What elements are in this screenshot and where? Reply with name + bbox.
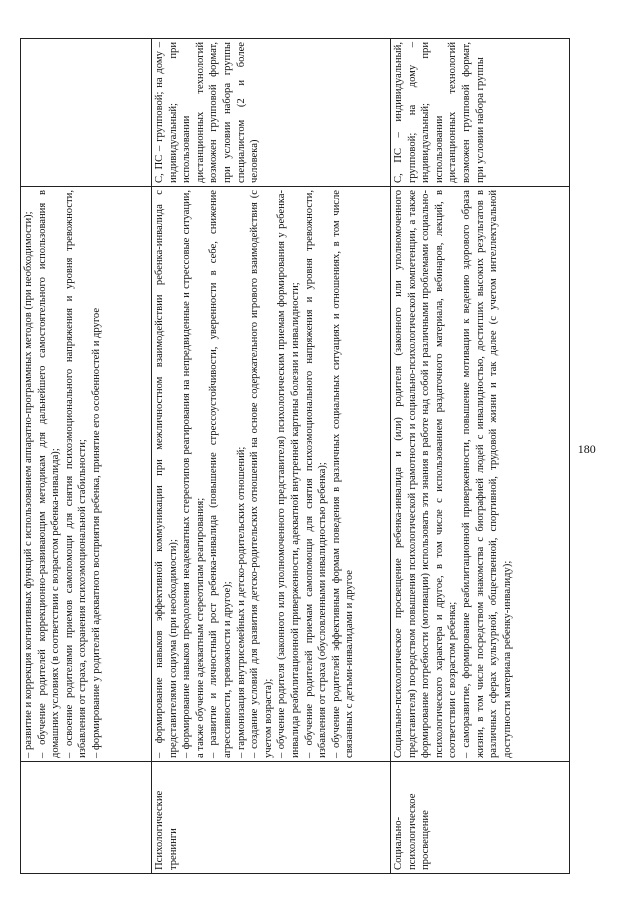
service-format-cell [21,39,152,187]
content-item: Социально-психологическое просвещение ребенка-инвалида и (или) родителя (законного или уполномоченного представителя) посредством повышения психологической грамотности и социально-психологической компетенции, а также формирование потребности (мотивации) использовать эти знания в работе над собой и различными проблемами социально-психологического характера и другое, в том числе с использованием раздаточного материала, вебинаров, лекций, в соответствии с возрастом ребенка; [393,190,459,758]
content-item: – формирование навыков эффективной коммуникации при межличностном взаимодействии ребенка-инвалида с представителями социума (при необходимости); [154,190,179,758]
table-row [391,39,570,874]
service-content-cell [391,187,570,762]
content-item: – развитие и личностный рост ребенка-инвалида (повышение стрессоустойчивости, уверенности в себе, снижение агрессивности, тревожности и другое); [208,190,233,758]
content-item: – обучение родителей эффективным формам поведения в различных социальных ситуациях и отношениях, в том числе связанных с детьми-инвалидами и другое [330,190,356,758]
service-name-cell: Психологические тренинги [152,762,391,874]
service-name-cell [21,762,152,874]
content-item: – освоение родителями приемов самопомощи для снятия психоэмоционального напряжения и уровня тревожности, избавления от страха, сохранения психоэмоциональной стабильности; [63,190,89,758]
content-item: – формирование у родителей адекватного восприятия ребенка, принятие его особенностей и другое [90,307,102,758]
service-format-cell: С, ПС – индивидуальный, групповой; на дому – индивидуальный; при использовании дистанционных технологий возможен групповой формат, при условии набора группы [391,39,570,187]
rotated-page [20,39,620,874]
content-item: – саморазвитие, формирование реабилитационной приверженности, повышение мотивации к ведению здорового образа жизни, в том числе посредством знакомства с биографией людей с инвалидностью, достигших высоких результатов в различных сферах культурной, общественной, спортивной, трудовой жизни и так далее (с учетом интеллектуальной доступности материала ребенку-инвалиду); [460,190,513,758]
service-format-cell: С, ПС – групповой; на дому – индивидуальный; при использовании дистанционных технологий возможен групповой формат, при условии набора группы специалистом (2 и более человека) [152,39,391,187]
service-content-cell [152,187,391,762]
table-row [21,39,152,874]
content-item: – развитие и коррекция когнитивных функций с использованием аппаратно-программных методов (при необходимости); [23,211,34,758]
service-name-cell: Социально-психологическое просвещение [391,762,570,874]
content-item: – обучение родителей коррекционно-развивающим методикам для дальнейшего самостоятельного использования в домашних условиях (в соответствии с возрастом ребенка-инвалида); [36,190,62,758]
content-item: – обучение родителей приемам самопомощи для снятия психоэмоционального напряжения и уровня тревожности, избавления от страха (обусловленными инвалидностью ребенка); [303,190,329,758]
content-item: – гармонизация внутрисемейных и детско-родительских отношений; [235,446,247,758]
page-number: 180 [577,442,596,457]
services-table [20,38,570,874]
content-item: – формирование навыков преодоления неадекватных стереотипов реагирования на непредвиденные и стрессовые ситуации, а также обучение адекватным стереотипам реагирования; [181,190,206,758]
table-row [152,39,391,874]
service-content-cell [21,187,152,762]
content-item: – создание условий для развития детско-родительских отношений на основе содержательного игрового взаимодействия (с учетом возраста); [249,190,274,758]
content-item: – обучение родителя (законного или уполномоченного представителя) психологическим приемам формирования у ребенка-инвалида реабилитационной приверженности, адекватной внутренней картины болезни и инвалидности; [276,190,301,758]
